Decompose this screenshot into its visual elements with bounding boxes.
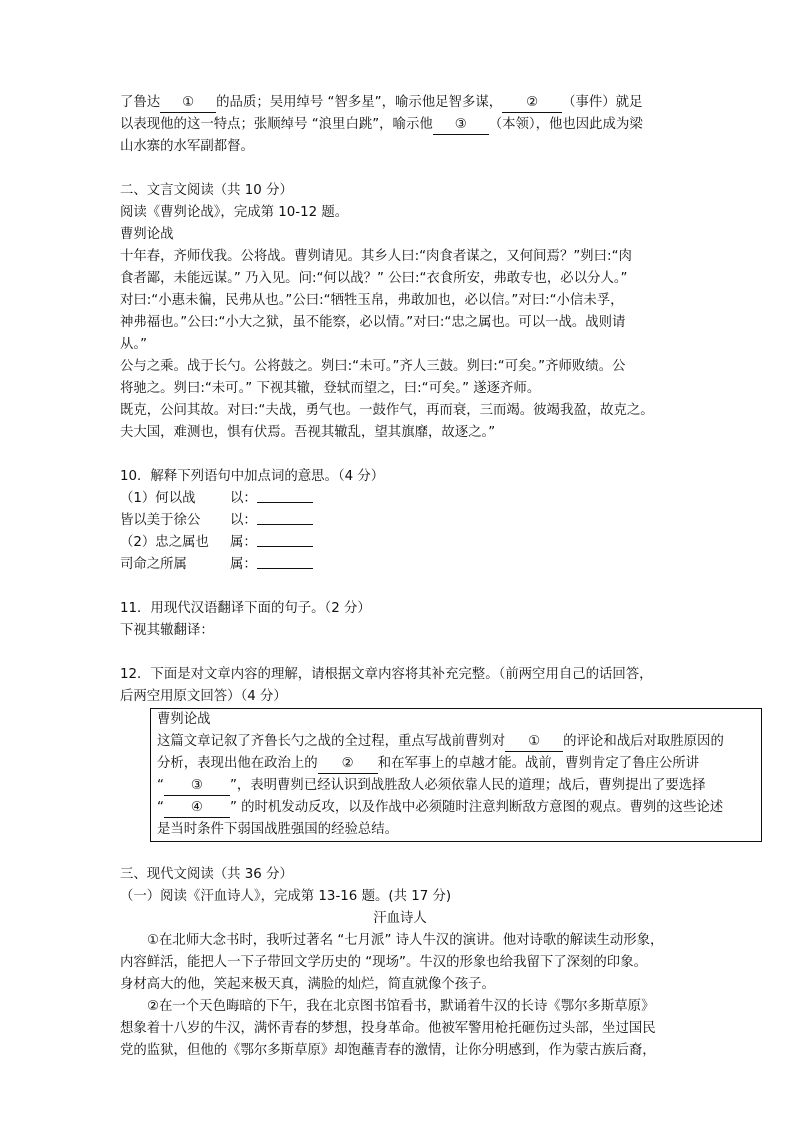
passage-line: 神弗福也。”公曰:“小大之狱，虽不能察，必以情。”对曰:“忠之属也。可以一战。战则请 xyxy=(120,315,626,330)
box-line xyxy=(157,753,761,775)
answer-line[interactable] xyxy=(257,488,313,503)
box-line xyxy=(157,775,761,797)
section-instruction: 阅读《曹刿论战》，完成第 10-12 题。 xyxy=(120,205,349,220)
text: 分析，表现出他在政治上的 xyxy=(157,756,318,771)
answer-blank[interactable]: ① xyxy=(160,94,216,113)
answer-blank[interactable]: ③ xyxy=(164,777,230,796)
question-stem: 10．解释下列语句中加点词的意思。（4 分） xyxy=(120,469,385,484)
text: 和在军事上的卓越才能。战前，曹刿肯定了鲁庄公所讲 xyxy=(377,756,700,771)
text: （事件）就足 xyxy=(562,95,643,110)
text: 以表现他的这一特点；张顺绰号 “浪里白跳”，喻示他 xyxy=(120,117,433,132)
question-stem: 11．用现代汉语翻译下面的句子。（2 分） xyxy=(120,601,371,616)
passage-line: 内容鲜活，能把人一下子带回文学历史的 “现场”。牛汉的形象也给我留下了深刻的印象。 xyxy=(120,955,647,970)
passage-title: 曹刿论战 xyxy=(120,227,174,242)
text: （本领），他也因此成为梁 xyxy=(488,117,643,132)
passage-line: 从。” xyxy=(120,337,148,352)
answer-blank[interactable]: ③ xyxy=(433,116,489,135)
passage-title: 汗血诗人 xyxy=(373,911,427,926)
question-stem: 12．下面是对文章内容的理解，请根据文章内容将其补充完整。（前两空用自己的话回答， xyxy=(120,667,653,682)
paragraph-1 xyxy=(120,930,680,996)
section-heading: 二、文言文阅读（共 10 分） xyxy=(120,183,293,198)
word-label: 属： xyxy=(230,557,257,572)
passage-line: 夫大国，难测也，惧有伏焉。吾视其辙乱，望其旗靡，故逐之。” xyxy=(120,425,496,440)
passage-line: 既克，公问其故。对曰:“夫战，勇气也。一鼓作气，再而衰，三而竭。彼竭我盈，故克之。 xyxy=(120,403,654,418)
passage-line: ①在北师大念书时，我听过著名 “七月派” 诗人牛汉的演讲。他对诗歌的解读生动形象， xyxy=(147,933,664,948)
phrase: （2）忠之属也 xyxy=(120,535,209,550)
text: ” 的时机发动反攻，以及作战中必须随时注意判断敌方意图的观点。曹刿的这些论述 xyxy=(229,800,724,815)
answer-blank[interactable]: ② xyxy=(502,94,562,113)
text: “ xyxy=(157,778,164,793)
question-12 xyxy=(120,664,724,842)
text-line: 山水寨的水军副都督。 xyxy=(120,139,254,154)
answer-line[interactable] xyxy=(257,554,313,569)
exam-page xyxy=(120,92,724,1062)
passage-line: 十年春，齐师伐我。公将战。曹刿请见。其乡人曰:“肉食者谋之，又何间焉？”刿曰:“肉 xyxy=(120,249,632,264)
summary-box xyxy=(150,708,762,842)
box-line xyxy=(157,797,761,819)
answer-line[interactable] xyxy=(257,532,313,547)
section-heading: 三、现代文阅读（共 36 分） xyxy=(120,867,293,882)
text: 的评论和战后对取胜原因的 xyxy=(563,734,724,749)
text: 的品质；吴用绰号 “智多星”，喻示他足智多谋， xyxy=(216,95,503,110)
answer-blank[interactable]: ④ xyxy=(164,799,230,818)
answer-line[interactable] xyxy=(257,510,313,525)
text-line xyxy=(120,114,680,136)
question-11 xyxy=(120,598,680,642)
question-10 xyxy=(120,466,680,576)
text: 了鲁达 xyxy=(120,95,161,110)
section-instruction: （一）阅读《汗血诗人》，完成第 13-16 题。(共 17 分) xyxy=(120,889,452,904)
box-title: 曹刿论战 xyxy=(157,712,211,727)
text-line xyxy=(120,92,680,114)
question-line: 下视其辙翻译： xyxy=(120,623,214,638)
section-modern-reading xyxy=(120,864,680,1062)
passage-line: 食者鄙，未能远谋。” 乃入见。问:“何以战？” 公曰:“衣食所安，弗敢专也，必以分人。” xyxy=(120,271,628,286)
passage-line: 党的监狱，但他的《鄂尔多斯草原》却饱蘸青春的激情，让你分明感到，作为蒙古族后裔， xyxy=(120,1043,656,1058)
passage-line: ②在一个天色晦暗的下午，我在北京图书馆看书，默诵着牛汉的长诗《鄂尔多斯草原》 xyxy=(147,999,655,1014)
question-row xyxy=(120,510,680,532)
phrase: 皆以美于徐公 xyxy=(120,513,201,528)
text: ”，表明曹刿已经认识到战胜敌人必须依靠人民的道理；战后，曹刿提出了要选择 xyxy=(229,778,706,793)
question-row xyxy=(120,532,680,554)
passage-body xyxy=(120,246,680,444)
question-row xyxy=(120,488,680,510)
passage-line: 公与之乘。战于长勺。公将鼓之。刿曰:“未可。”齐人三鼓。刿曰:“可矣。”齐师败绩。公 xyxy=(120,359,626,374)
answer-blank[interactable]: ② xyxy=(318,755,378,774)
section-classical-chinese xyxy=(120,180,680,444)
phrase: 司命之所属 xyxy=(120,557,187,572)
word-label: 以： xyxy=(230,491,257,506)
passage-line: 对曰:“小惠未徧，民弗从也。”公曰:“牺牲玉帛，弗敢加也，必以信。”对曰:“小信未孚， xyxy=(120,293,624,308)
answer-blank[interactable]: ① xyxy=(505,733,563,752)
phrase: （1）何以战 xyxy=(120,491,196,506)
text: 这篇文章记叙了齐鲁长勺之战的全过程，重点写战前曹刿对 xyxy=(157,734,506,749)
question-row xyxy=(120,554,680,576)
box-line xyxy=(157,731,761,753)
text: “ xyxy=(157,800,164,815)
word-label: 以： xyxy=(230,513,257,528)
passage-line: 将驰之。刿曰:“未可。” 下视其辙，登轼而望之，曰:“可矣。” 遂逐齐师。 xyxy=(120,381,541,396)
passage-line: 想象着十八岁的牛汉，满怀青春的梦想，投身革命。他被军警用枪托砸伤过头部，坐过国民 xyxy=(120,1021,656,1036)
box-line: 是当时条件下弱国战胜强国的经验总结。 xyxy=(157,822,399,837)
passage-line: 身材高大的他，笑起来极天真，满脸的灿烂，简直就像个孩子。 xyxy=(120,977,495,992)
question-stem: 后两空用原文回答）（4 分） xyxy=(120,689,287,704)
intro-paragraph xyxy=(120,92,680,158)
paragraph-2 xyxy=(120,996,680,1062)
word-label: 属： xyxy=(230,535,257,550)
